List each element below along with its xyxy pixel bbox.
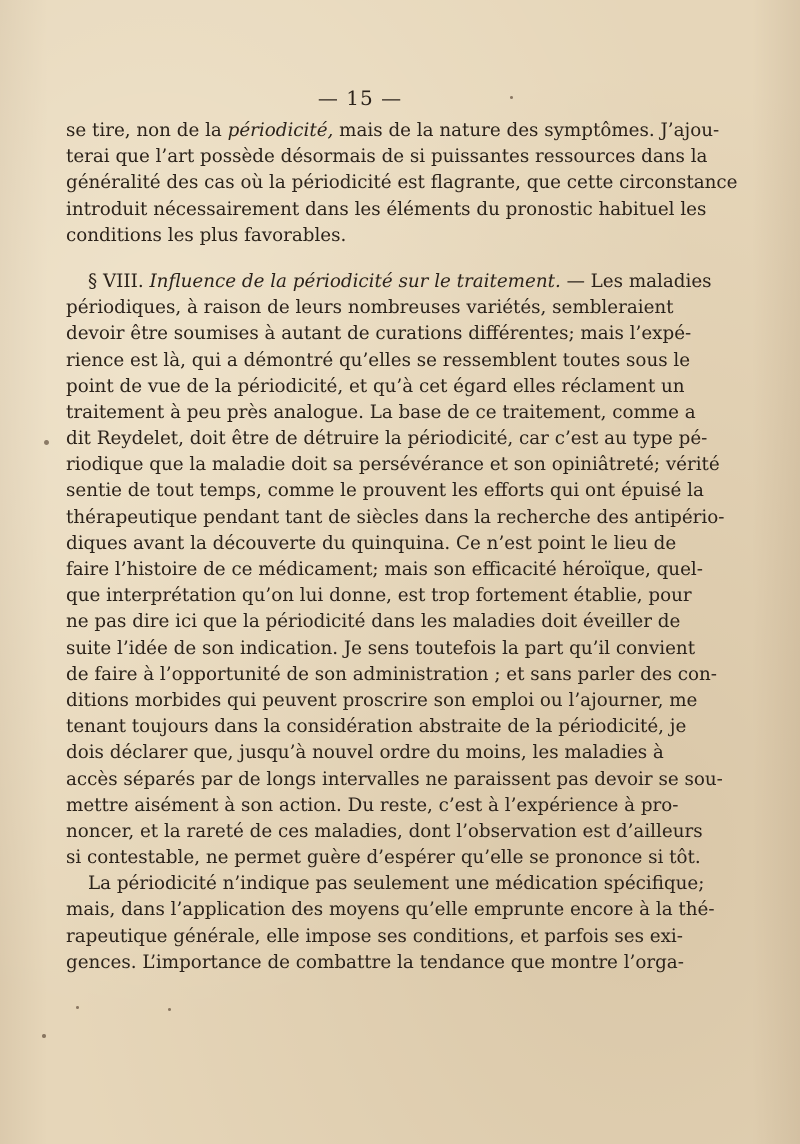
- text-line: faire l’histoire de ce médicament; mais son efficacité héroïque, quel-: [66, 559, 703, 580]
- text-line: thérapeutique pendant tant de siècles dans la recherche des antipério-: [66, 506, 725, 528]
- text-line: suite l’idée de son indication. Je sens toutefois la part qu’il convient: [66, 637, 696, 659]
- text-line: conditions les plus favorables.: [66, 224, 347, 246]
- text-line: devoir être soumises à autant de curations différentes; mais l’expé-: [66, 323, 692, 345]
- text-line: se tire, non de la périodicité, mais de la nature des symptômes. J’ajou-: [66, 120, 720, 141]
- text-line: diques avant la découverte du quinquina. Ce n’est point le lieu de: [66, 532, 677, 554]
- text-line: tenant toujours dans la considération abstraite de la périodicité, je: [66, 716, 687, 738]
- text-line: ditions morbides qui peuvent proscrire son emploi ou l’ajourner, me: [66, 689, 698, 711]
- text-line: accès séparés par de longs intervalles ne paraissent pas devoir se sou-: [66, 768, 723, 790]
- text-line: point de vue de la périodicité, et qu’à cet égard elles réclament un: [66, 375, 685, 397]
- paragraph-periodicity-medication: [66, 871, 715, 976]
- text-line: introduit nécessairement dans les éléments du pronostic habituel les: [66, 198, 707, 220]
- text-line: terai que l’art possède désormais de si puissantes ressources dans la: [66, 146, 708, 168]
- text-line: ne pas dire ici que la périodicité dans les maladies doit éveiller de: [66, 611, 681, 633]
- text-line: périodiques, à raison de leurs nombreuses variétés, sembleraient: [66, 297, 674, 319]
- text-line: dois déclarer que, jusqu’à nouvel ordre du moins, les maladies à: [66, 742, 664, 764]
- text-line: noncer, et la rareté de ces maladies, dont l’observation est d’ailleurs: [66, 820, 703, 842]
- text-line: § VIII. Influence de la périodicité sur le traitement. — Les maladies: [88, 270, 712, 292]
- text-line: traitement à peu près analogue. La base de ce traitement, comme a: [66, 401, 696, 423]
- body-text: [66, 118, 738, 976]
- page-number: — 15 —: [317, 86, 403, 110]
- text-line: sentie de tout temps, comme le prouvent les efforts qui ont épuisé la: [66, 480, 704, 502]
- text-line: de faire à l’opportunité de son administration ; et sans parler des con-: [66, 663, 717, 685]
- text-line: mais, dans l’application des moyens qu’elle emprunte encore à la thé-: [66, 899, 715, 921]
- text-line: rience est là, qui a démontré qu’elles se ressemblent toutes sous le: [66, 349, 691, 371]
- text-line: si contestable, ne permet guère d’espérer qu’elle se prononce si tôt.: [66, 847, 701, 869]
- text-line: mettre aisément à son action. Du reste, c’est à l’expérience à pro-: [66, 794, 679, 816]
- text-line: La périodicité n’indique pas seulement une médication spécifique;: [88, 873, 705, 895]
- paragraph-section-viii: [66, 269, 725, 871]
- text-line: dit Reydelet, doit être de détruire la périodicité, car c’est au type pé-: [66, 428, 708, 450]
- text-line: généralité des cas où la périodicité est flagrante, que cette circonstance: [66, 172, 738, 194]
- text-line: gences. L’importance de combattre la tendance que montre l’orga-: [66, 951, 684, 973]
- italic-text: périodicité,: [227, 120, 334, 141]
- italic-text: Influence de la périodicité sur le traitement.: [149, 270, 561, 292]
- text-line: rapeutique générale, elle impose ses conditions, et parfois ses exi-: [66, 925, 683, 947]
- text-line: que interprétation qu’on lui donne, est trop fortement établie, pour: [66, 585, 692, 607]
- paragraph-prognosis-end: [66, 118, 738, 249]
- text-line: riodique que la maladie doit sa persévérance et son opiniâtreté; vérité: [66, 454, 720, 476]
